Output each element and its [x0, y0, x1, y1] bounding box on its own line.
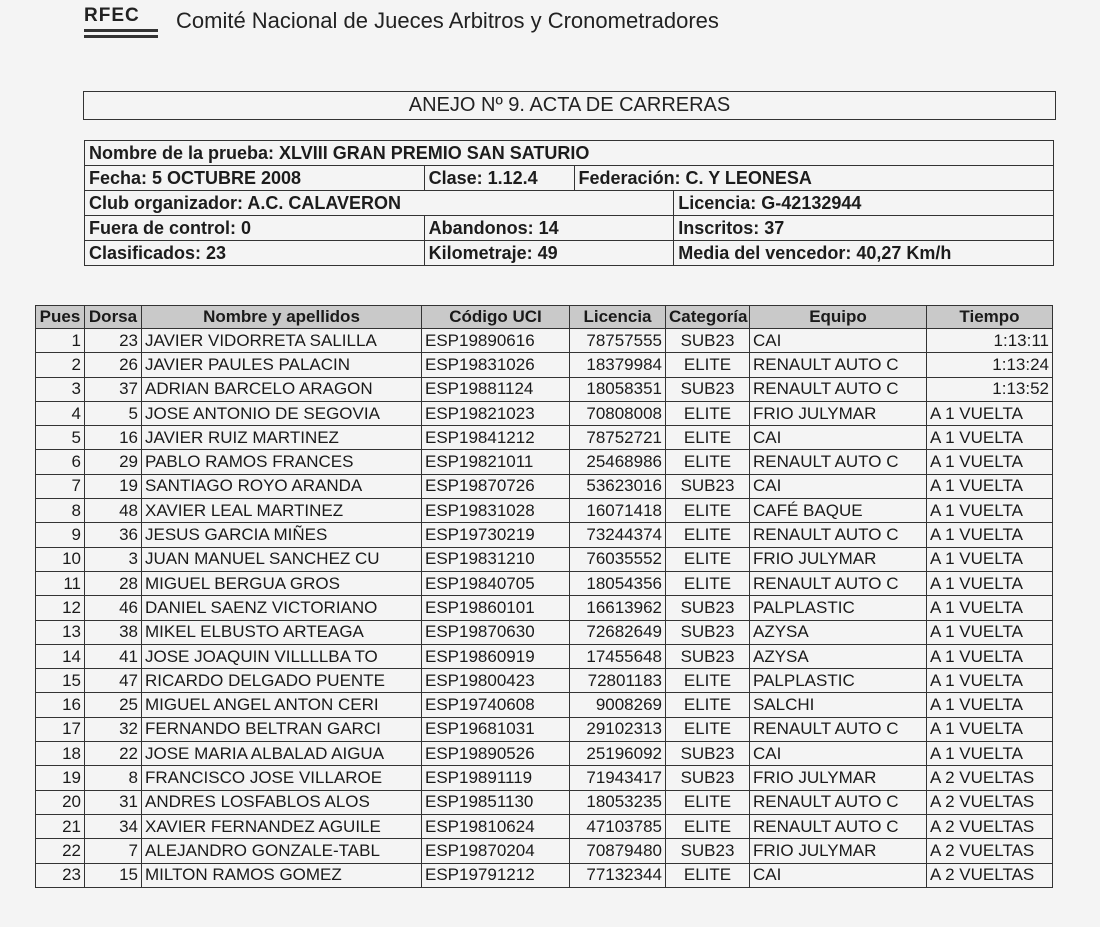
- table-row: [36, 329, 1053, 353]
- results-header-row: [36, 306, 1053, 329]
- cell-bib: 32: [85, 717, 142, 741]
- cell-uci-code: ESP19870726: [422, 474, 570, 498]
- cell-category: SUB23: [666, 596, 750, 620]
- cell-rider-name: JAVIER VIDORRETA SALILLA: [142, 329, 422, 353]
- cell-time: A 1 VUELTA: [927, 499, 1053, 523]
- cell-bib: 38: [85, 620, 142, 644]
- cell-license: 53623016: [570, 474, 666, 498]
- cell-bib: 34: [85, 814, 142, 838]
- cell-bib: 25: [85, 693, 142, 717]
- cell-bib: 3: [85, 547, 142, 571]
- cell-bib: 48: [85, 499, 142, 523]
- classified: Clasificados: 23: [85, 241, 425, 266]
- cell-team: FRIO JULYMAR: [750, 839, 927, 863]
- cell-category: ELITE: [666, 401, 750, 425]
- cell-license: 18054356: [570, 571, 666, 595]
- cell-position: 3: [36, 377, 85, 401]
- cell-license: 16071418: [570, 499, 666, 523]
- cell-category: ELITE: [666, 717, 750, 741]
- cell-team: AZYSA: [750, 644, 927, 668]
- table-row: [36, 353, 1053, 377]
- cell-team: SALCHI: [750, 693, 927, 717]
- cell-license: 78752721: [570, 426, 666, 450]
- cell-team: CAI: [750, 329, 927, 353]
- header-position: Pues: [36, 306, 85, 329]
- cell-position: 16: [36, 693, 85, 717]
- cell-uci-code: ESP19831028: [422, 499, 570, 523]
- table-row: [36, 620, 1053, 644]
- cell-license: 16613962: [570, 596, 666, 620]
- cell-rider-name: JOSE MARIA ALBALAD AIGUA: [142, 742, 422, 766]
- cell-uci-code: ESP19891119: [422, 766, 570, 790]
- cell-rider-name: MIGUEL ANGEL ANTON CERI: [142, 693, 422, 717]
- cell-uci-code: ESP19881124: [422, 377, 570, 401]
- cell-team: CAI: [750, 474, 927, 498]
- table-row: [36, 644, 1053, 668]
- cell-category: ELITE: [666, 693, 750, 717]
- cell-bib: 46: [85, 596, 142, 620]
- cell-license: 18053235: [570, 790, 666, 814]
- cell-position: 21: [36, 814, 85, 838]
- cell-rider-name: FRANCISCO JOSE VILLAROE: [142, 766, 422, 790]
- header-bib: Dorsa: [85, 306, 142, 329]
- logo-text: RFEC: [84, 5, 140, 26]
- cell-uci-code: ESP19841212: [422, 426, 570, 450]
- cell-time: A 1 VUELTA: [927, 474, 1053, 498]
- cell-category: SUB23: [666, 329, 750, 353]
- table-row: [36, 669, 1053, 693]
- cell-team: PALPLASTIC: [750, 596, 927, 620]
- cell-team: CAI: [750, 742, 927, 766]
- cell-uci-code: ESP19860101: [422, 596, 570, 620]
- cell-position: 18: [36, 742, 85, 766]
- cell-position: 12: [36, 596, 85, 620]
- cell-position: 23: [36, 863, 85, 887]
- cell-time: 1:13:52: [927, 377, 1053, 401]
- table-row: [36, 426, 1053, 450]
- cell-rider-name: ANDRES LOSFABLOS ALOS: [142, 790, 422, 814]
- cell-time: A 1 VUELTA: [927, 547, 1053, 571]
- cell-category: ELITE: [666, 450, 750, 474]
- cell-uci-code: ESP19800423: [422, 669, 570, 693]
- cell-rider-name: JUAN MANUEL SANCHEZ CU: [142, 547, 422, 571]
- header-uci-code: Código UCI: [422, 306, 570, 329]
- table-row: [36, 523, 1053, 547]
- logo-bars: [84, 29, 158, 38]
- cell-rider-name: ADRIAN BARCELO ARAGON: [142, 377, 422, 401]
- cell-uci-code: ESP19890526: [422, 742, 570, 766]
- cell-uci-code: ESP19740608: [422, 693, 570, 717]
- cell-bib: 37: [85, 377, 142, 401]
- cell-time: A 2 VUELTAS: [927, 839, 1053, 863]
- table-row: [36, 693, 1053, 717]
- race-date: Fecha: 5 OCTUBRE 2008: [85, 166, 425, 191]
- cell-bib: 8: [85, 766, 142, 790]
- cell-time: A 1 VUELTA: [927, 571, 1053, 595]
- results-table: [35, 305, 1053, 888]
- table-row: [36, 839, 1053, 863]
- cell-position: 7: [36, 474, 85, 498]
- cell-team: RENAULT AUTO C: [750, 571, 927, 595]
- cell-team: FRIO JULYMAR: [750, 401, 927, 425]
- cell-category: ELITE: [666, 863, 750, 887]
- table-row: [36, 863, 1053, 887]
- cell-bib: 31: [85, 790, 142, 814]
- table-row: [36, 742, 1053, 766]
- cell-team: RENAULT AUTO C: [750, 814, 927, 838]
- cell-license: 47103785: [570, 814, 666, 838]
- organization-name: Comité Nacional de Jueces Arbitros y Cronometradores: [176, 8, 719, 33]
- cell-category: ELITE: [666, 547, 750, 571]
- cell-category: ELITE: [666, 426, 750, 450]
- cell-time: A 1 VUELTA: [927, 401, 1053, 425]
- cell-bib: 15: [85, 863, 142, 887]
- cell-time: A 1 VUELTA: [927, 426, 1053, 450]
- table-row: [36, 401, 1053, 425]
- cell-license: 72682649: [570, 620, 666, 644]
- cell-rider-name: JESUS GARCIA MIÑES: [142, 523, 422, 547]
- table-row: [36, 499, 1053, 523]
- cell-bib: 41: [85, 644, 142, 668]
- cell-rider-name: JAVIER RUIZ MARTINEZ: [142, 426, 422, 450]
- cell-time: A 2 VUELTAS: [927, 863, 1053, 887]
- cell-team: CAFÉ BAQUE: [750, 499, 927, 523]
- cell-time: 1:13:24: [927, 353, 1053, 377]
- table-row: [36, 571, 1053, 595]
- organizing-club: Club organizador: A.C. CALAVERON: [85, 191, 674, 216]
- cell-license: 18058351: [570, 377, 666, 401]
- header-license: Licencia: [570, 306, 666, 329]
- cell-rider-name: RICARDO DELGADO PUENTE: [142, 669, 422, 693]
- cell-license: 18379984: [570, 353, 666, 377]
- cell-license: 78757555: [570, 329, 666, 353]
- cell-team: RENAULT AUTO C: [750, 377, 927, 401]
- cell-position: 11: [36, 571, 85, 595]
- cell-uci-code: ESP19810624: [422, 814, 570, 838]
- cell-team: PALPLASTIC: [750, 669, 927, 693]
- cell-rider-name: XAVIER FERNANDEZ AGUILE: [142, 814, 422, 838]
- cell-uci-code: ESP19681031: [422, 717, 570, 741]
- cell-rider-name: JOSE ANTONIO DE SEGOVIA: [142, 401, 422, 425]
- cell-license: 25196092: [570, 742, 666, 766]
- cell-rider-name: FERNANDO BELTRAN GARCI: [142, 717, 422, 741]
- cell-category: ELITE: [666, 499, 750, 523]
- cell-rider-name: JAVIER PAULES PALACIN: [142, 353, 422, 377]
- cell-uci-code: ESP19831026: [422, 353, 570, 377]
- cell-bib: 28: [85, 571, 142, 595]
- cell-uci-code: ESP19890616: [422, 329, 570, 353]
- cell-category: SUB23: [666, 839, 750, 863]
- cell-time: 1:13:11: [927, 329, 1053, 353]
- cell-category: ELITE: [666, 523, 750, 547]
- cell-position: 4: [36, 401, 85, 425]
- cell-bib: 36: [85, 523, 142, 547]
- cell-position: 6: [36, 450, 85, 474]
- cell-license: 77132344: [570, 863, 666, 887]
- cell-category: SUB23: [666, 377, 750, 401]
- cell-license: 17455648: [570, 644, 666, 668]
- registered: Inscritos: 37: [674, 216, 1054, 241]
- cell-position: 20: [36, 790, 85, 814]
- race-name: Nombre de la prueba: XLVIII GRAN PREMIO SAN SATURIO: [85, 141, 1054, 166]
- cell-rider-name: MILTON RAMOS GOMEZ: [142, 863, 422, 887]
- cell-position: 22: [36, 839, 85, 863]
- cell-uci-code: ESP19821023: [422, 401, 570, 425]
- cell-category: SUB23: [666, 474, 750, 498]
- cell-uci-code: ESP19821011: [422, 450, 570, 474]
- cell-category: SUB23: [666, 742, 750, 766]
- cell-position: 2: [36, 353, 85, 377]
- table-row: [36, 717, 1053, 741]
- cell-time: A 1 VUELTA: [927, 596, 1053, 620]
- cell-team: RENAULT AUTO C: [750, 523, 927, 547]
- distance: Kilometraje: 49: [424, 241, 674, 266]
- winner-average-speed: Media del vencedor: 40,27 Km/h: [674, 241, 1054, 266]
- cell-bib: 16: [85, 426, 142, 450]
- race-info-table: [84, 140, 1054, 266]
- cell-category: ELITE: [666, 571, 750, 595]
- rfec-logo: [84, 6, 158, 41]
- table-row: [36, 766, 1053, 790]
- cell-uci-code: ESP19831210: [422, 547, 570, 571]
- cell-rider-name: JOSE JOAQUIN VILLLLBA TO: [142, 644, 422, 668]
- cell-position: 17: [36, 717, 85, 741]
- table-row: [36, 474, 1053, 498]
- cell-position: 15: [36, 669, 85, 693]
- cell-time: A 1 VUELTA: [927, 742, 1053, 766]
- cell-license: 70879480: [570, 839, 666, 863]
- cell-team: RENAULT AUTO C: [750, 353, 927, 377]
- cell-position: 9: [36, 523, 85, 547]
- cell-category: SUB23: [666, 644, 750, 668]
- cell-time: A 1 VUELTA: [927, 669, 1053, 693]
- cell-position: 1: [36, 329, 85, 353]
- cell-team: FRIO JULYMAR: [750, 547, 927, 571]
- cell-license: 72801183: [570, 669, 666, 693]
- cell-category: SUB23: [666, 766, 750, 790]
- header-time: Tiempo: [927, 306, 1053, 329]
- cell-time: A 2 VUELTAS: [927, 766, 1053, 790]
- cell-bib: 29: [85, 450, 142, 474]
- cell-time: A 1 VUELTA: [927, 693, 1053, 717]
- cell-team: RENAULT AUTO C: [750, 790, 927, 814]
- cell-bib: 7: [85, 839, 142, 863]
- cell-time: A 1 VUELTA: [927, 717, 1053, 741]
- header-category: Categoría: [666, 306, 750, 329]
- cell-time: A 2 VUELTAS: [927, 790, 1053, 814]
- cell-rider-name: XAVIER LEAL MARTINEZ: [142, 499, 422, 523]
- table-row: [36, 790, 1053, 814]
- cell-position: 5: [36, 426, 85, 450]
- table-row: [36, 596, 1053, 620]
- cell-license: 25468986: [570, 450, 666, 474]
- race-class: Clase: 1.12.4: [424, 166, 574, 191]
- document-title: ANEJO Nº 9. ACTA DE CARRERAS: [83, 91, 1056, 120]
- cell-time: A 1 VUELTA: [927, 523, 1053, 547]
- cell-bib: 47: [85, 669, 142, 693]
- table-row: [36, 547, 1053, 571]
- cell-license: 76035552: [570, 547, 666, 571]
- club-license: Licencia: G-42132944: [674, 191, 1054, 216]
- cell-uci-code: ESP19860919: [422, 644, 570, 668]
- cell-category: ELITE: [666, 814, 750, 838]
- cell-team: RENAULT AUTO C: [750, 450, 927, 474]
- cell-uci-code: ESP19840705: [422, 571, 570, 595]
- cell-team: RENAULT AUTO C: [750, 717, 927, 741]
- cell-uci-code: ESP19851130: [422, 790, 570, 814]
- cell-uci-code: ESP19730219: [422, 523, 570, 547]
- cell-rider-name: PABLO RAMOS FRANCES: [142, 450, 422, 474]
- cell-category: SUB23: [666, 620, 750, 644]
- cell-uci-code: ESP19870630: [422, 620, 570, 644]
- cell-rider-name: MIGUEL BERGUA GROS: [142, 571, 422, 595]
- cell-position: 13: [36, 620, 85, 644]
- cell-team: AZYSA: [750, 620, 927, 644]
- cell-rider-name: DANIEL SAENZ VICTORIANO: [142, 596, 422, 620]
- cell-bib: 26: [85, 353, 142, 377]
- cell-license: 73244374: [570, 523, 666, 547]
- cell-team: FRIO JULYMAR: [750, 766, 927, 790]
- cell-time: A 2 VUELTAS: [927, 814, 1053, 838]
- cell-rider-name: ALEJANDRO GONZALE-TABL: [142, 839, 422, 863]
- cell-license: 29102313: [570, 717, 666, 741]
- cell-bib: 22: [85, 742, 142, 766]
- cell-category: ELITE: [666, 353, 750, 377]
- cell-time: A 1 VUELTA: [927, 620, 1053, 644]
- cell-position: 10: [36, 547, 85, 571]
- cell-position: 14: [36, 644, 85, 668]
- table-row: [36, 814, 1053, 838]
- cell-license: 70808008: [570, 401, 666, 425]
- cell-uci-code: ESP19791212: [422, 863, 570, 887]
- cell-time: A 1 VUELTA: [927, 450, 1053, 474]
- cell-uci-code: ESP19870204: [422, 839, 570, 863]
- race-federation: Federación: C. Y LEONESA: [574, 166, 1053, 191]
- cell-category: ELITE: [666, 790, 750, 814]
- cell-team: CAI: [750, 863, 927, 887]
- cell-rider-name: SANTIAGO ROYO ARANDA: [142, 474, 422, 498]
- cell-license: 71943417: [570, 766, 666, 790]
- cell-team: CAI: [750, 426, 927, 450]
- cell-rider-name: MIKEL ELBUSTO ARTEAGA: [142, 620, 422, 644]
- cell-bib: 5: [85, 401, 142, 425]
- out-of-control: Fuera de control: 0: [85, 216, 425, 241]
- cell-category: ELITE: [666, 669, 750, 693]
- header-team: Equipo: [750, 306, 927, 329]
- cell-bib: 19: [85, 474, 142, 498]
- abandons: Abandonos: 14: [424, 216, 674, 241]
- cell-position: 19: [36, 766, 85, 790]
- cell-position: 8: [36, 499, 85, 523]
- cell-time: A 1 VUELTA: [927, 644, 1053, 668]
- cell-license: 9008269: [570, 693, 666, 717]
- cell-bib: 23: [85, 329, 142, 353]
- table-row: [36, 450, 1053, 474]
- table-row: [36, 377, 1053, 401]
- header-name: Nombre y apellidos: [142, 306, 422, 329]
